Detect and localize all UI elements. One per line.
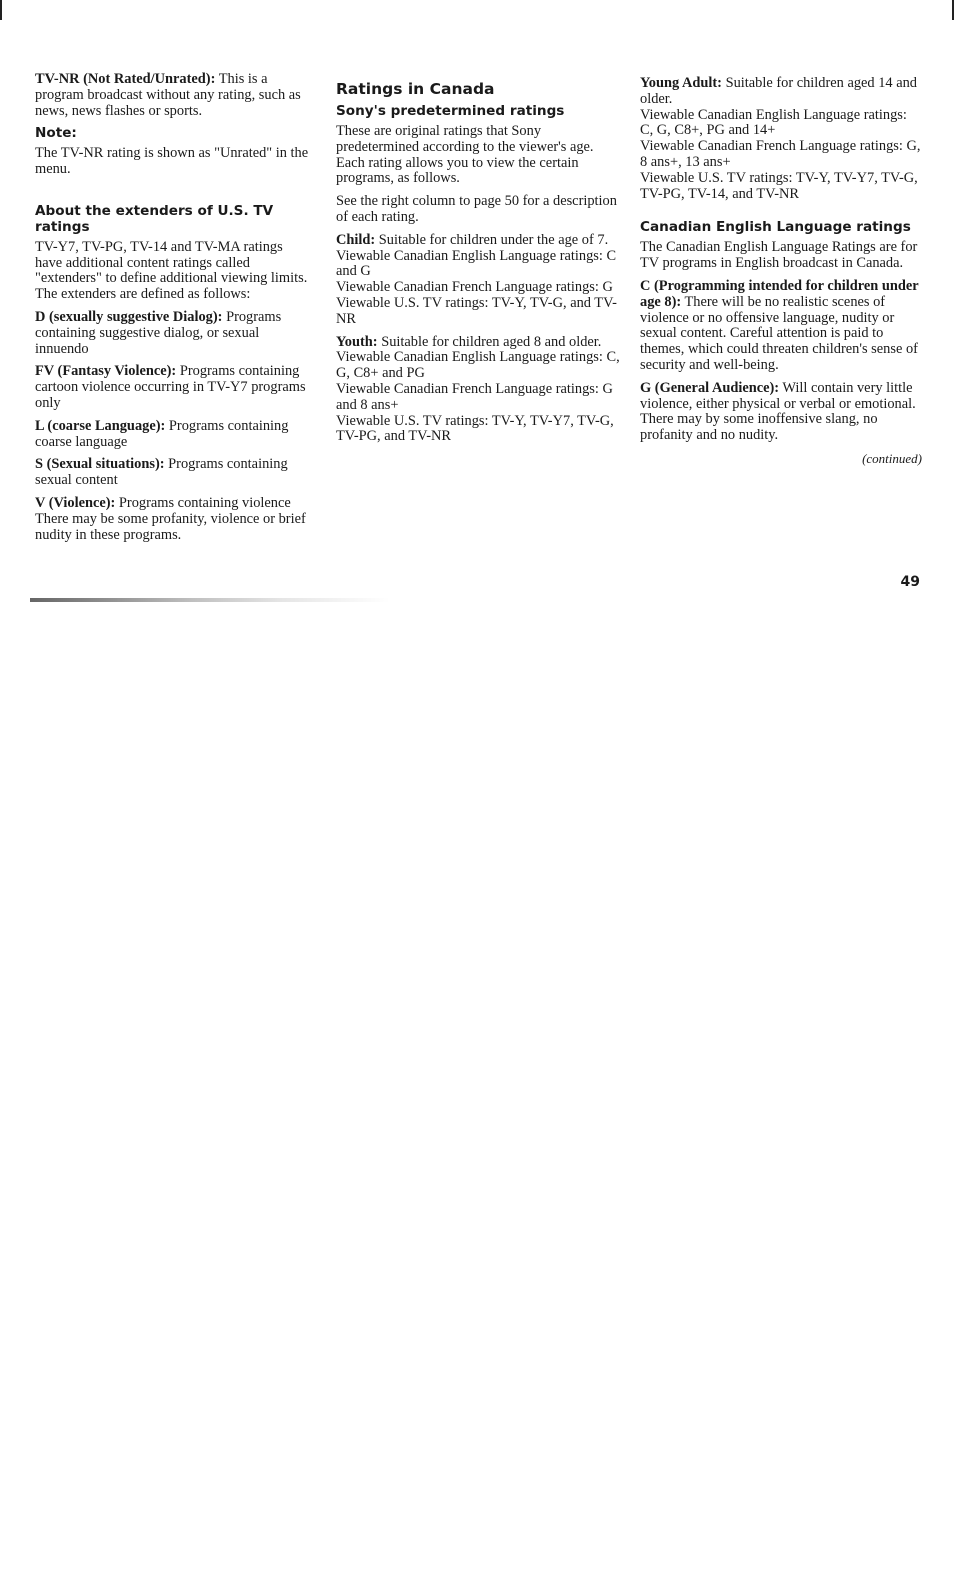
child-term: Child: — [336, 231, 376, 248]
youth-viewable-line: Viewable Canadian French Language ratings: G and 8 ans+ — [336, 380, 613, 413]
g-rating-entry — [640, 381, 922, 444]
canadian-english-heading: Canadian English Language ratings — [640, 219, 911, 236]
child-viewable-line: Viewable Canadian French Language ratings: G — [336, 279, 613, 296]
extender-item-d — [35, 310, 311, 357]
scan-edge-mark-left — [0, 0, 2, 20]
sony-ratings-subheading: Sony's predetermined ratings — [336, 103, 565, 119]
extender-description: Programs containing suggestive dialog, or sexual innuendo — [35, 308, 282, 357]
tvnr-description: This is a program broadcast without any rating, such as news, news flashes or sports. — [35, 71, 301, 119]
note-title: Note: — [35, 125, 77, 142]
g-rating-term: G (General Audience): — [640, 379, 780, 396]
youth-rating-definition — [336, 335, 620, 351]
extender-item-l — [35, 419, 311, 451]
sony-ratings-intro: These are original ratings that Sony predetermined according to the viewer's age. Each rating allows you to view the certain programs, as follows. — [336, 123, 594, 187]
youth-description: Suitable for children aged 8 and older. — [377, 333, 602, 350]
young-adult-term: Young Adult: — [640, 75, 722, 91]
young-adult-viewable-line: Viewable U.S. TV ratings: TV-Y, TV-Y7, TV-G, TV-PG, TV-14, and TV-NR — [640, 169, 918, 202]
tvnr-term: TV-NR (Not Rated/Unrated): — [35, 71, 216, 87]
child-description: Suitable for children under the age of 7. — [375, 231, 609, 248]
see-right-column-note: See the right column to page 50 for a description of each rating. — [336, 193, 617, 225]
child-rating-block — [336, 233, 620, 328]
extenders-intro: TV-Y7, TV-PG, TV-14 and TV-MA ratings have additional content ratings called "extenders" to define additional viewing limits. The extenders are defined as follows: — [35, 238, 308, 303]
canadian-english-intro: The Canadian English Language Ratings are for TV programs in English broadcast in Canada. — [640, 239, 918, 272]
extender-item-v — [35, 496, 311, 543]
young-adult-viewable-line: Viewable Canadian French Language ratings: G, 8 ans+, 13 ans+ — [640, 138, 921, 170]
middle-column — [336, 80, 620, 452]
young-adult-rating-block — [640, 76, 922, 202]
ratings-canada-heading: Ratings in Canada — [336, 80, 495, 98]
youth-rating-block — [336, 335, 620, 446]
extender-term: D (sexually suggestive Dialog): — [35, 308, 223, 325]
youth-viewable-line: Viewable U.S. TV ratings: TV-Y, TV-Y7, TV-G, TV-PG, and TV-NR — [336, 412, 614, 445]
note-text: The TV-NR rating is shown as "Unrated" in the menu. — [35, 145, 309, 177]
extender-item-fv — [35, 364, 311, 411]
child-viewable-line: Viewable U.S. TV ratings: TV-Y, TV-G, and TV-NR — [336, 294, 617, 327]
c-rating-term: C (Programming intended for children under age 8): — [640, 277, 919, 310]
extender-term: L (coarse Language): — [35, 417, 166, 434]
extender-term: FV (Fantasy Violence): — [35, 363, 177, 380]
continued-label: (continued) — [862, 450, 922, 466]
young-adult-description: Suitable for children aged 14 and older. — [640, 75, 917, 107]
c-rating-description: There will be no realistic scenes of violence or no offensive language, nudity or sexual content. Careful attention is paid to themes, which could threaten children's sense of security and well-being. — [640, 293, 918, 373]
child-viewable-line: Viewable Canadian English Language ratings: C and G — [336, 247, 617, 280]
scan-artifact-streak — [30, 598, 390, 602]
extender-term: S (Sexual situations): — [35, 456, 165, 473]
left-column — [35, 72, 311, 550]
tvnr-entry — [35, 72, 311, 119]
right-column — [640, 76, 922, 467]
extender-description: Programs containing coarse language — [35, 417, 289, 450]
child-rating-definition — [336, 233, 620, 249]
extenders-heading: About the extenders of U.S. TV ratings — [35, 202, 274, 235]
youth-viewable-line: Viewable Canadian English Language ratings: C, G, C8+ and PG — [336, 349, 620, 382]
extender-description: Programs containing sexual content — [35, 456, 288, 489]
young-adult-definition — [640, 76, 922, 108]
extender-description: Programs containing violence There may be some profanity, violence or brief nudity in these programs. — [35, 494, 306, 543]
g-rating-description: Will contain very little violence, either physical or verbal or emotional. There may by some inoffensive slang, no profanity and no nudity. — [640, 379, 916, 444]
extender-description: Programs containing cartoon violence occurring in TV-Y7 programs only — [35, 363, 306, 411]
c-rating-entry — [640, 279, 922, 374]
extender-term: V (Violence): — [35, 494, 116, 511]
young-adult-viewable-line: Viewable Canadian English Language ratings: C, G, C8+, PG and 14+ — [640, 106, 907, 139]
page-number: 49 — [900, 574, 920, 590]
extender-item-s — [35, 457, 311, 489]
youth-term: Youth: — [336, 333, 378, 350]
